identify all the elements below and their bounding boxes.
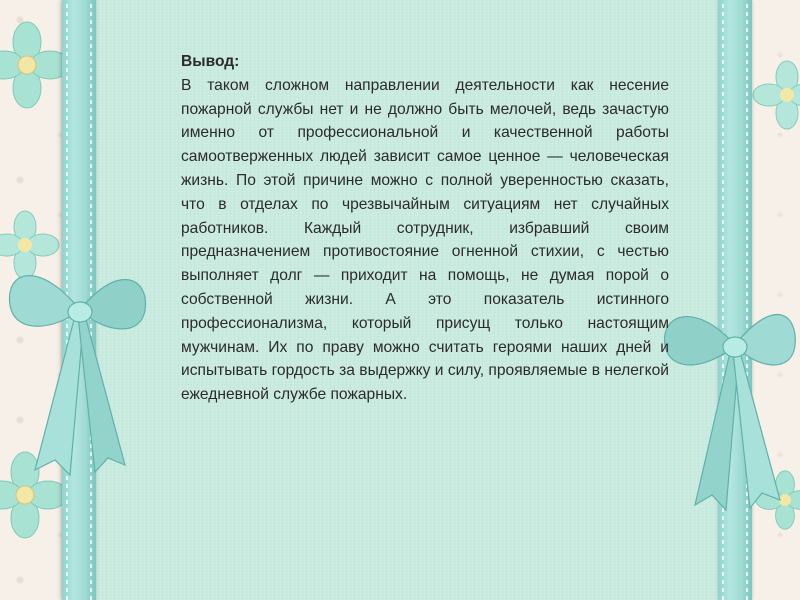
slide-heading: Вывод:	[181, 53, 240, 70]
flower-icon	[752, 60, 800, 130]
slide-content	[181, 50, 669, 407]
slide-body-text: В таком сложном направлении деятельности как несение пожарной службы нет и не должно быть мелочей, ведь зачастую именно от профессиональной и качественной работы самоотверженных людей зависит самое ценное — человеческая жизнь. По этой причине можно с полной уверенностью сказать, что в отделах по чрезвычайным ситуациям нет случайных работников. Каждый сотрудник, избравший своим предназначением противостояние огненной стихии, с честью выполняет долг — приходит на помощь, не думая порой о собственной жизни. А это показатель истинного профессионализма, который присущ только настоящим мужчинам. Их по праву можно считать героями наших дней и испытывать гордость за выдержку и силу, проявляемые в нелегкой ежедневной службе пожарных.	[181, 76, 669, 404]
ribbon-bow-icon	[650, 290, 800, 520]
ribbon-bow-icon	[0, 250, 160, 480]
